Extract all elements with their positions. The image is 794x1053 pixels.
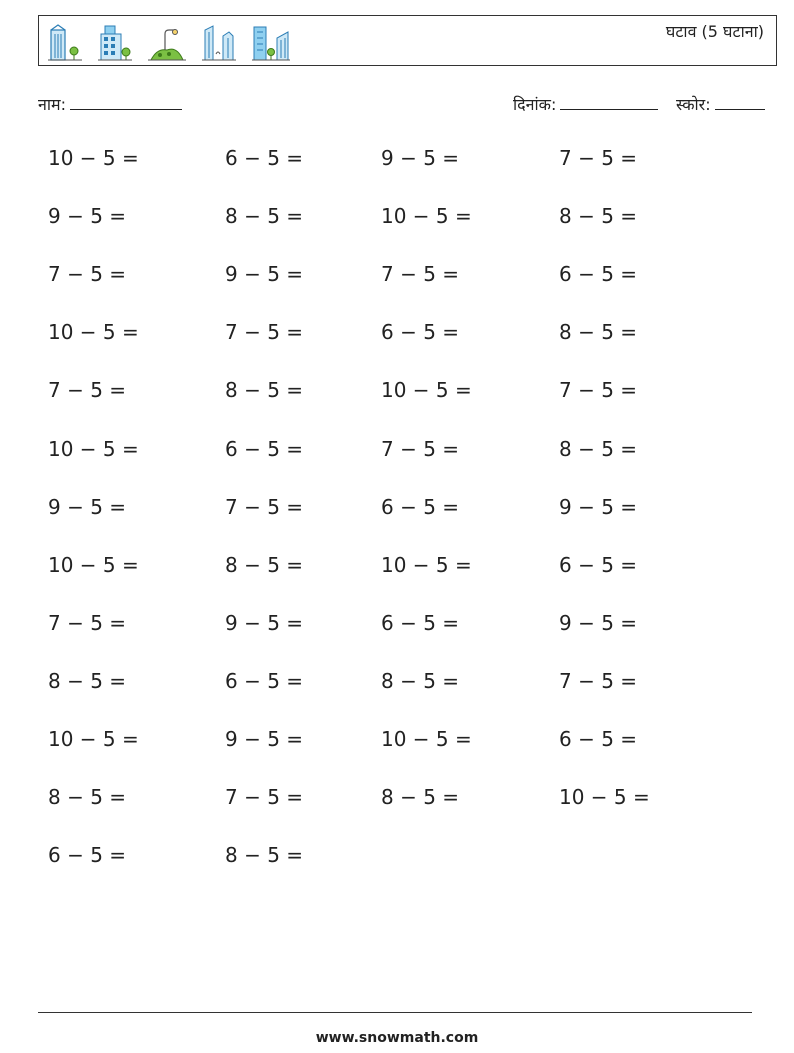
name-field: [38, 93, 182, 115]
problem-item: 10 − 5 =: [48, 320, 139, 345]
city-buildings-icon: [251, 24, 291, 62]
problem-item: 7 − 5 =: [559, 146, 638, 170]
problem-item: 7 − 5 =: [48, 610, 127, 635]
footer-divider: [38, 1012, 752, 1013]
problem-item: 7 − 5 =: [48, 262, 127, 287]
problem-item: 7 − 5 =: [48, 378, 127, 403]
problem-item: 9 − 5 =: [225, 727, 304, 751]
skyscraper-icon: [201, 24, 237, 62]
header-icons: [47, 22, 291, 62]
problem-item: 8 − 5 =: [225, 843, 304, 868]
score-blank[interactable]: [715, 93, 765, 110]
header-box: [38, 15, 777, 66]
problem-item: 8 − 5 =: [559, 320, 638, 345]
problem-item: 10 − 5 =: [381, 378, 472, 403]
problem-item: 6 − 5 =: [559, 262, 638, 287]
problem-item: 8 − 5 =: [225, 204, 304, 229]
problem-item: 8 − 5 =: [48, 668, 127, 693]
office-building-icon: [97, 24, 133, 62]
park-icon: [147, 24, 187, 62]
problem-item: 10 − 5 =: [381, 204, 472, 229]
problem-item: 8 − 5 =: [225, 552, 304, 577]
score-label: स्कोर:: [676, 95, 711, 114]
date-label: दिनांक:: [513, 95, 557, 114]
problem-item: 10 − 5 =: [48, 146, 139, 170]
problem-item: 9 − 5 =: [225, 262, 304, 287]
problem-item: 6 − 5 =: [225, 146, 304, 170]
problem-item: 9 − 5 =: [559, 610, 638, 635]
problem-item: 10 − 5 =: [48, 436, 139, 461]
problem-item: 6 − 5 =: [225, 668, 304, 693]
problem-item: 10 − 5 =: [48, 552, 139, 577]
problem-item: 6 − 5 =: [559, 727, 638, 751]
problem-item: 6 − 5 =: [559, 552, 638, 577]
footer-url: www.snowmath.com: [315, 1030, 479, 1046]
problem-item: 10 − 5 =: [559, 785, 650, 810]
problem-item: 6 − 5 =: [381, 494, 460, 519]
problem-item: 7 − 5 =: [381, 262, 460, 287]
problem-item: 8 − 5 =: [48, 785, 127, 810]
name-label: नाम:: [38, 95, 66, 114]
problem-item: 7 − 5 =: [559, 378, 638, 403]
problem-item: 6 − 5 =: [48, 843, 127, 868]
problem-item: 8 − 5 =: [225, 378, 304, 403]
problem-item: 6 − 5 =: [381, 320, 460, 345]
worksheet-title: घटाव (5 घटाना): [665, 22, 764, 41]
problem-item: 10 − 5 =: [381, 552, 472, 577]
problem-item: 10 − 5 =: [381, 727, 472, 751]
problem-item: 6 − 5 =: [381, 610, 460, 635]
problem-item: 9 − 5 =: [48, 204, 127, 229]
problem-item: 7 − 5 =: [559, 668, 638, 693]
problem-item: 7 − 5 =: [225, 320, 304, 345]
problem-item: 9 − 5 =: [48, 494, 127, 519]
problem-item: 10 − 5 =: [48, 727, 139, 751]
name-blank[interactable]: [70, 93, 182, 110]
problem-item: 7 − 5 =: [225, 494, 304, 519]
problem-item: 6 − 5 =: [225, 436, 304, 461]
problem-item: 9 − 5 =: [559, 494, 638, 519]
problem-item: 9 − 5 =: [225, 610, 304, 635]
problem-item: 8 − 5 =: [381, 785, 460, 810]
building-icon: [47, 24, 83, 62]
score-field: [676, 93, 765, 115]
problem-item: 8 − 5 =: [559, 436, 638, 461]
date-blank[interactable]: [560, 93, 658, 110]
problem-item: 7 − 5 =: [225, 785, 304, 810]
problem-item: 7 − 5 =: [381, 436, 460, 461]
problem-item: 9 − 5 =: [381, 146, 460, 170]
problem-item: 8 − 5 =: [381, 668, 460, 693]
date-field: [513, 93, 658, 115]
problem-item: 8 − 5 =: [559, 204, 638, 229]
